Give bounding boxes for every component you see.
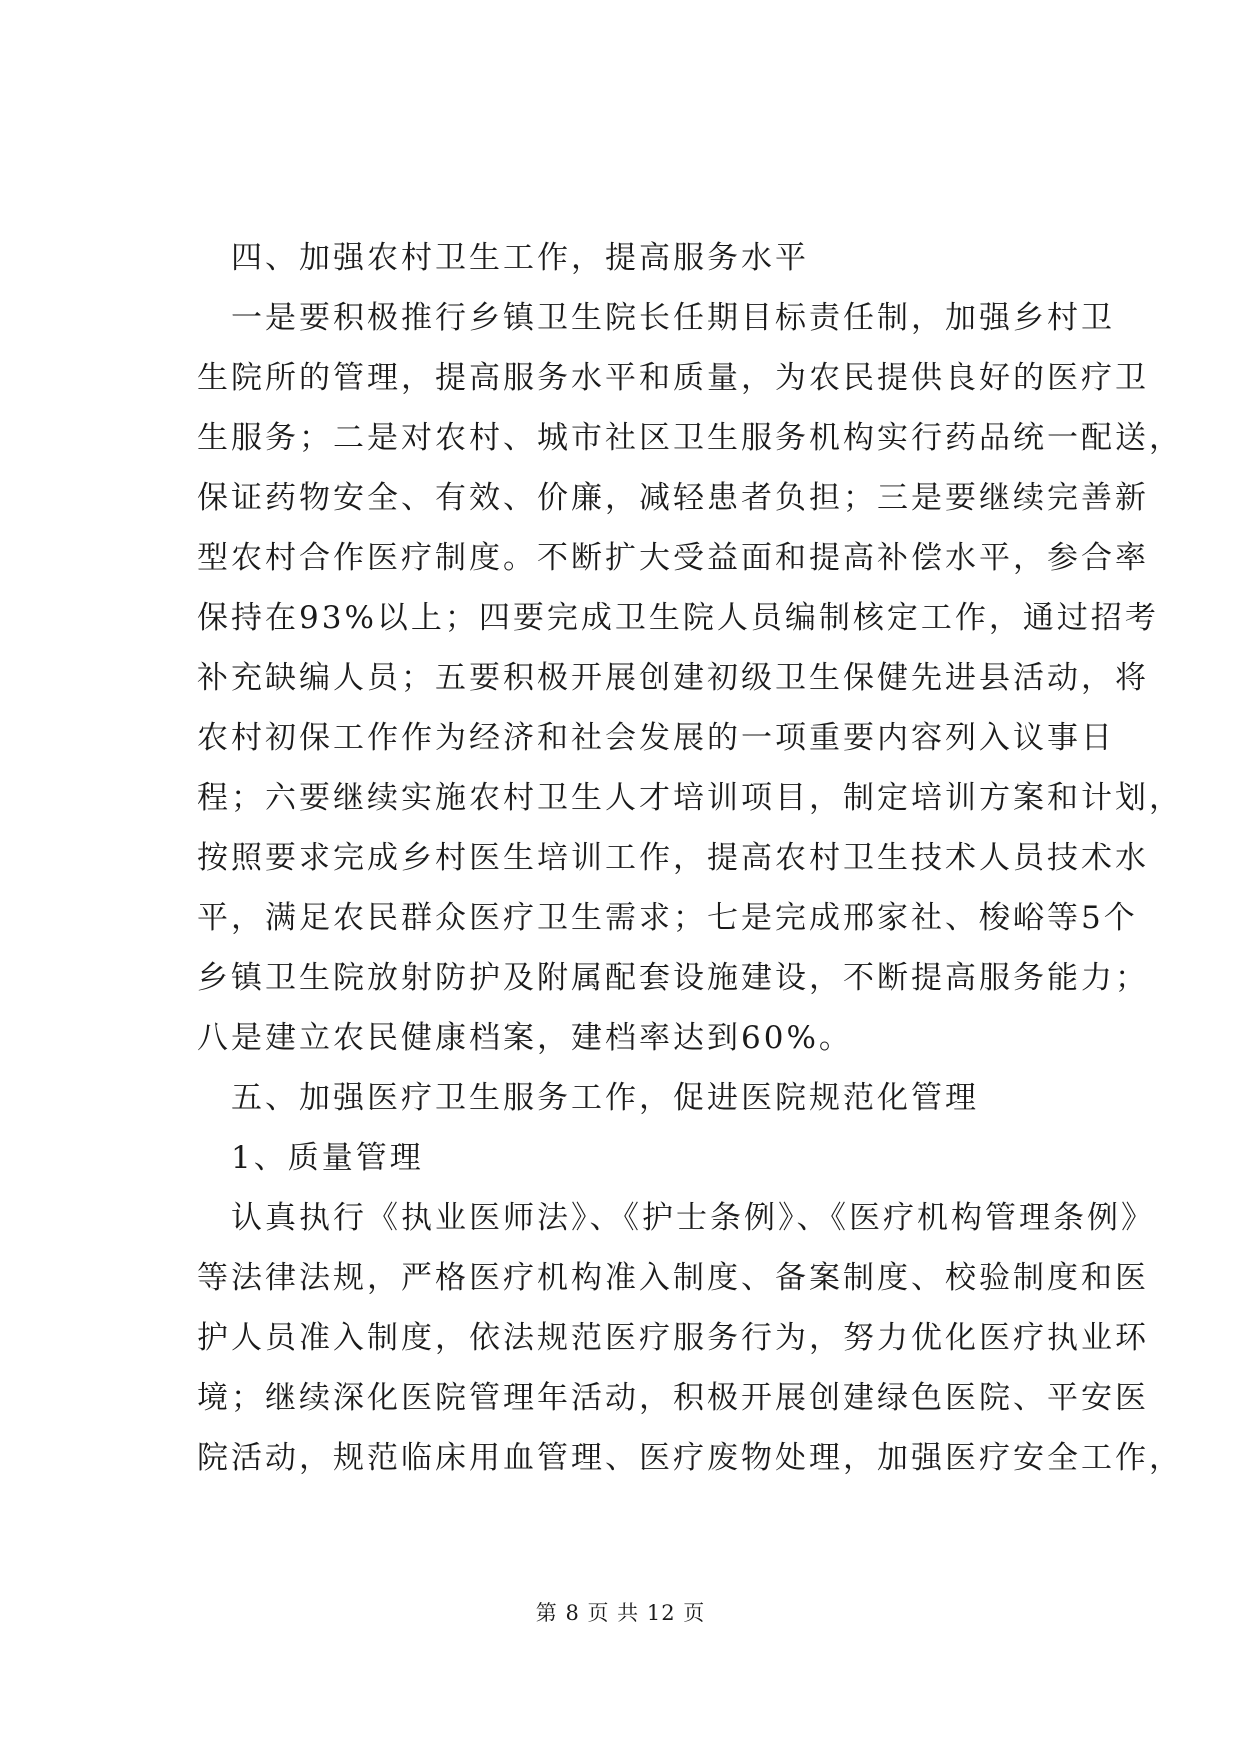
paragraph-line: 农村初保工作作为经济和社会发展的一项重要内容列入议事日 [197,720,1115,756]
paragraph-line: 程；六要继续实施农村卫生人才培训项目，制定培训方案和计划， [197,780,1183,816]
paragraph-line: 护人员准入制度，依法规范医疗服务行为，努力优化医疗执业环 [197,1320,1149,1356]
paragraph-line: 保持在93%以上；四要完成卫生院人员编制核定工作，通过招考 [197,600,1159,636]
section-5-subheading: 1、质量管理 [231,1140,424,1176]
paragraph-line: 生服务；二是对农村、城市社区卫生服务机构实行药品统一配送， [197,420,1183,456]
section-5-paragraph [197,1188,1183,1488]
paragraph-line: 境；继续深化医院管理年活动，积极开展创建绿色医院、平安医 [197,1380,1149,1416]
section-4-heading: 四、加强农村卫生工作，提高服务水平 [231,240,809,276]
paragraph-line: 乡镇卫生院放射防护及附属配套设施建设，不断提高服务能力； [197,960,1149,996]
section-4-paragraph [197,288,1183,1068]
paragraph-line: 认真执行《执业医师法》、《护士条例》、《医疗机构管理条例》 [231,1200,1155,1236]
paragraph-line: 平，满足农民群众医疗卫生需求；七是完成邢家社、梭峪等5个 [197,900,1138,936]
paragraph-line: 按照要求完成乡村医生培训工作，提高农村卫生技术人员技术水 [197,840,1149,876]
page-number-footer: 第 8 页 共 12 页 [535,1601,706,1625]
paragraph-line: 等法律法规，严格医疗机构准入制度、备案制度、校验制度和医 [197,1260,1149,1296]
paragraph-line: 补充缺编人员；五要积极开展创建初级卫生保健先进县活动，将 [197,660,1149,696]
section-5-heading: 五、加强医疗卫生服务工作，促进医院规范化管理 [231,1080,979,1116]
document-body [197,228,1183,1488]
paragraph-line: 保证药物安全、有效、价廉，减轻患者负担；三是要继续完善新 [197,480,1149,516]
paragraph-line: 生院所的管理，提高服务水平和质量，为农民提供良好的医疗卫 [197,360,1149,396]
paragraph-line: 型农村合作医疗制度。不断扩大受益面和提高补偿水平，参合率 [197,540,1149,576]
paragraph-line: 一是要积极推行乡镇卫生院长任期目标责任制，加强乡村卫 [231,300,1115,336]
paragraph-line: 八是建立农民健康档案，建档率达到60%。 [197,1020,853,1056]
paragraph-line: 院活动，规范临床用血管理、医疗废物处理，加强医疗安全工作， [197,1440,1183,1476]
